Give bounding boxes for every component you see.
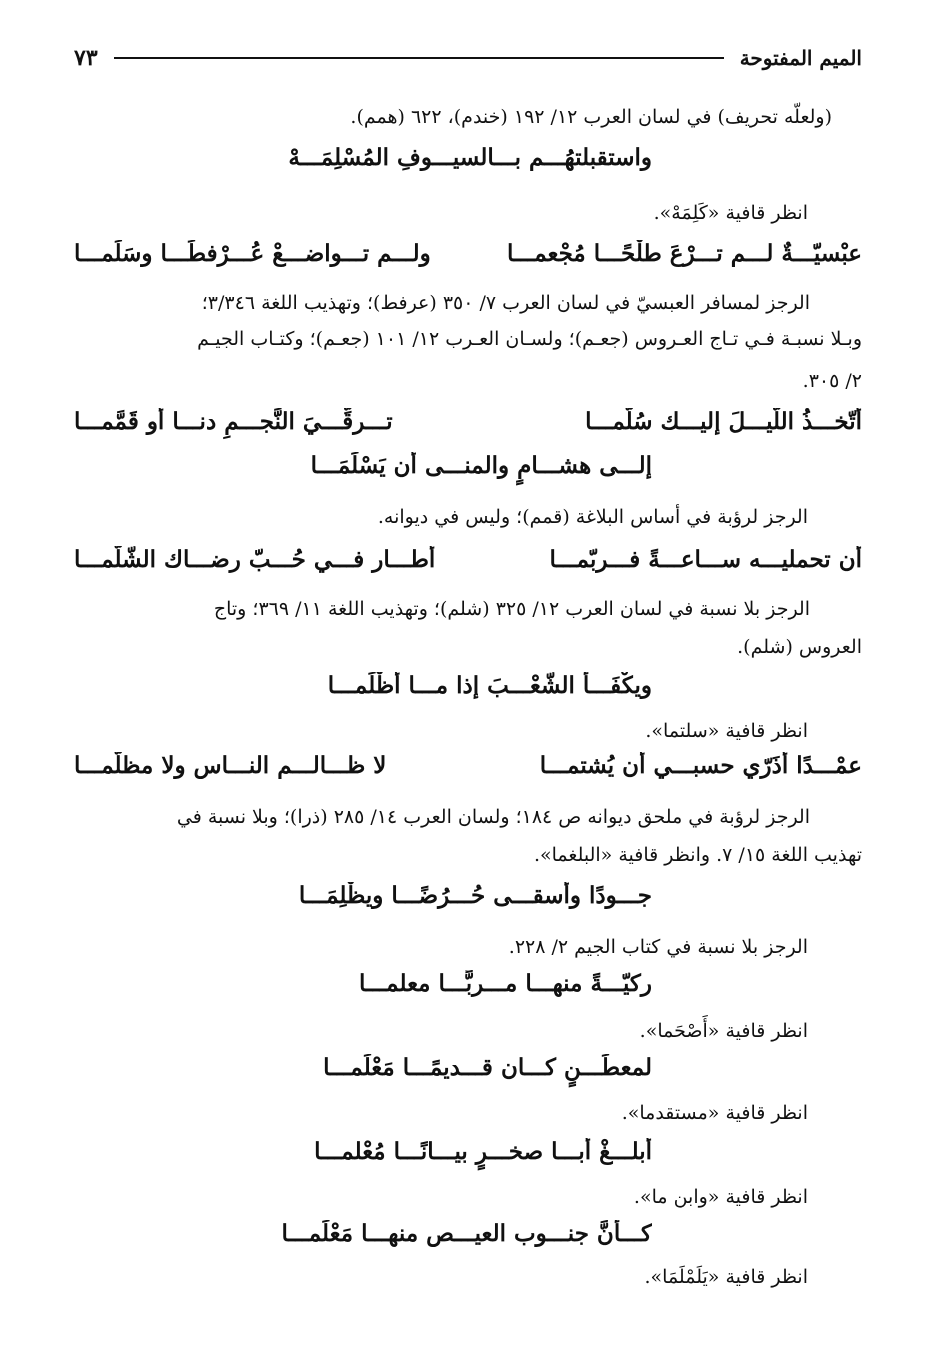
verse-line: جـــودًا وأسقـــى حُـــرُضًـــا ويظْلِمَـــا (298, 882, 652, 909)
note: انظر قافية «سلتما». (645, 720, 808, 742)
verse-line: كـــأنَّ جنـــوب العيـــص منهـــا مَعْلَمـــا (281, 1220, 652, 1247)
verse-pair (74, 546, 862, 586)
note-line: الرجز لمسافر العبسيّ في لسان العرب ٧/ ٣٥٠ (عرفط)؛ وتهذيب اللغة ٣/٣٤٦؛ (201, 292, 810, 314)
note: الرجز بلا نسبة في كتاب الجيم ٢/ ٢٢٨. (508, 936, 808, 958)
verse-pair (74, 408, 862, 448)
note-line: العروس (شلم). (737, 636, 862, 658)
hemistich-left: أطـــار فـــي حُـــبّ رضـــاك الشّلّمـــا (74, 546, 436, 573)
verse-line: لمعطَـــنٍ كـــان قـــديمًـــا مَعْلَمـــا (323, 1054, 652, 1081)
hemistich-right: عبْسيّـــةٌ لـــم تـــرْعَ طلْحًـــا مُجْعمـــا (506, 240, 862, 267)
note: الرجز لرؤبة في أساس البلاغة (قمم)؛ وليس في ديوانه. (377, 506, 808, 528)
running-title: الميم المفتوحة (739, 46, 862, 70)
hemistich-right: أتّخـــذُ اللّيـــلَ إليـــك سُلّمـــا (585, 408, 862, 435)
page-number: ٧٣ (74, 45, 98, 71)
header-rule (114, 57, 724, 59)
note-line: وبـلا نسبـة فـي تـاج العـروس (جعـم)؛ ولسـان العـرب ١٢/ ١٠١ (جعـم)؛ وكتـاب الجيـم (197, 328, 862, 350)
page-header (74, 36, 862, 80)
verse-line: ويكْفَـــأ الشّعْـــبَ إذا مـــا أَظْلَمـــا (327, 672, 652, 699)
verse-line: إلـــى هشـــامٍ والمنـــى أن يَسْلَمَـــا (310, 452, 652, 479)
note: انظر قافية «كَلِمَهْ». (653, 202, 808, 224)
verse-line: ركيّـــةً منهـــا مـــربًّـــا معلمـــا (358, 970, 652, 997)
hemistich-left: ولـــم تـــواضـــعْ عُـــرْفطًـــا وسَلَمـــا (74, 240, 431, 267)
hemistich-left: لا ظـــالـــم النـــاس ولا مظلّمـــا (74, 752, 387, 779)
note: انظر قافية «مستقدما». (621, 1102, 808, 1124)
note-line: تهذيب اللغة ١٥/ ٧. وانظر قافية «البلغما». (533, 844, 862, 866)
note: انظر قافية «وابن ما». (633, 1186, 808, 1208)
note: انظر قافية «يَلَمْلَمَا». (644, 1266, 808, 1288)
note-line: الرجز بلا نسبة في لسان العرب ١٢/ ٣٢٥ (شلم)؛ وتهذيب اللغة ١١/ ٣٦٩؛ وتاج (213, 598, 810, 620)
verse-line: أبلـــغْ أبـــا صخـــرٍ بيـــانًـــا مُعْلمـــا (314, 1138, 652, 1165)
hemistich-right: أن تحمليـــه ســـاعـــةً فـــربّمـــا (549, 546, 862, 573)
verse-pair (74, 752, 862, 792)
verse-pair (74, 240, 862, 280)
note: (ولعلّه تحريف) في لسان العرب ١٢/ ١٩٢ (خندم)، ٦٢٢ (همم). (350, 106, 832, 128)
note-line: الرجز لرؤبة في ملحق ديوانه ص ١٨٤؛ ولسان العرب ١٤/ ٢٨٥ (ذرا)؛ وبلا نسبة في (176, 806, 810, 828)
hemistich-left: تـــرقِّـــيَ النَّجـــمِ دنـــا أو قَمَّمـــا (74, 408, 393, 435)
hemistich-right: عمْـــدًا أُذَرّي حسبـــي أن يُشتمـــا (539, 752, 862, 779)
verse-line: واستقبلتهُـــم بـــالسيـــوفِ المُسْلِمَـــهْ (288, 144, 652, 171)
note-line: ٢/ ٣٠٥. (802, 370, 862, 392)
note: انظر قافية «أَصْحَما». (639, 1020, 808, 1042)
